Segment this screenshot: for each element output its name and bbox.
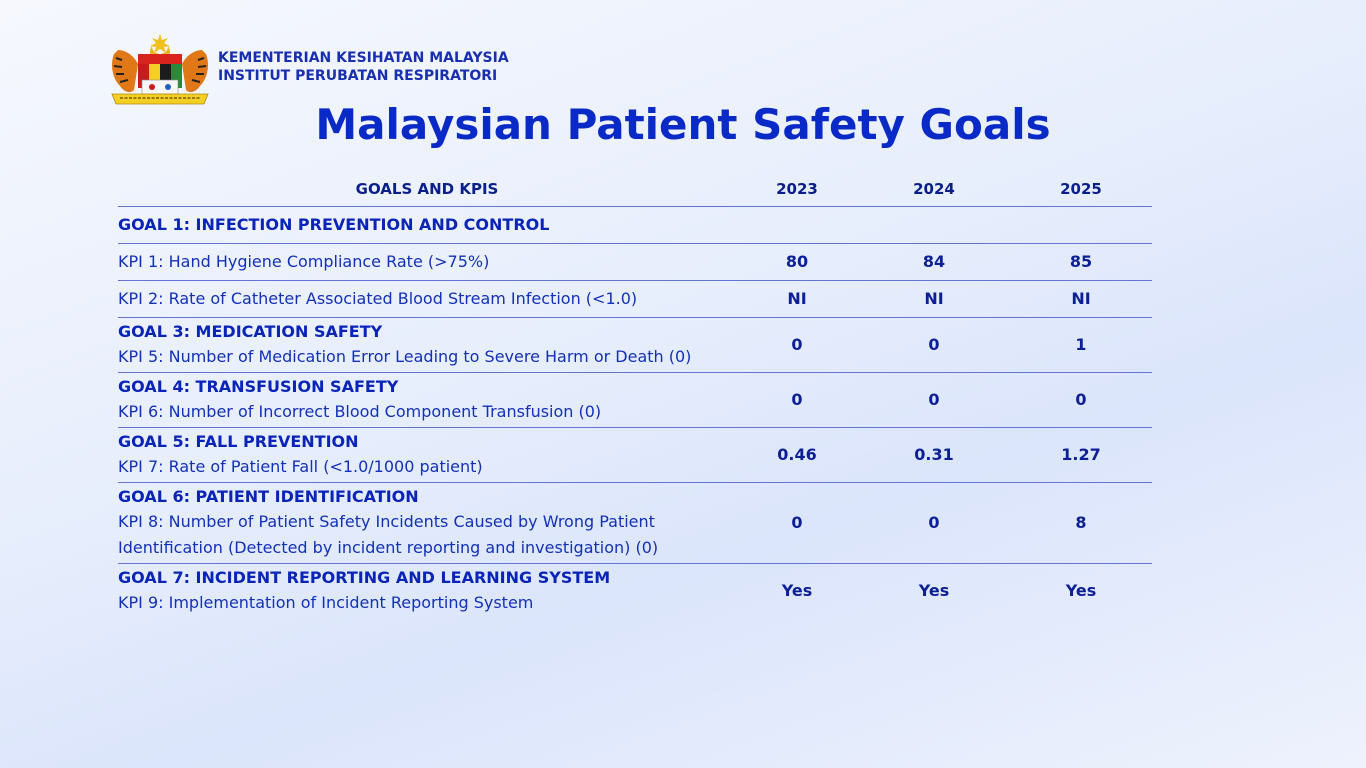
table-row [118, 318, 1152, 373]
value-2023: 0 [736, 483, 858, 564]
organization-name [218, 49, 509, 85]
kpi-label: KPI 6: Number of Incorrect Blood Component Transfusion (0) [118, 402, 602, 421]
goal-heading: GOAL 4: TRANSFUSION SAFETY [118, 377, 399, 396]
value-2023: NI [736, 281, 858, 318]
kpi-cell [118, 373, 736, 428]
kpi-cell [118, 483, 736, 564]
table-row [118, 564, 1152, 619]
value-2023: Yes [781, 581, 813, 600]
goal-heading: GOAL 3: MEDICATION SAFETY [118, 322, 383, 341]
table-row [118, 281, 1152, 318]
value-2023: 0.46 [736, 428, 858, 483]
value-2025: 0 [1010, 373, 1152, 428]
column-header: 2025 [1010, 172, 1152, 207]
goal-heading-row [118, 207, 1152, 244]
kpi-cell [118, 428, 736, 483]
coat-of-arms-icon [108, 34, 212, 110]
value-2024: NI [858, 281, 1010, 318]
value-2024: 84 [858, 244, 1010, 281]
kpi-label: KPI 8: Number of Patient Safety Incidents Caused by Wrong Patient Identification (Detected by incident reporting and investigation) (0) [118, 512, 659, 557]
value-2025: 1.27 [1010, 428, 1152, 483]
value-2025: Yes [1065, 581, 1097, 600]
value-2025: 8 [1010, 483, 1152, 564]
value-2024: 0 [858, 318, 1010, 373]
table-row [118, 428, 1152, 483]
table-header-row [118, 172, 1152, 207]
page-title: Malaysian Patient Safety Goals [315, 100, 1051, 149]
column-header: 2024 [858, 172, 1010, 207]
value-2023: 80 [736, 244, 858, 281]
kpi-table [118, 172, 1152, 618]
table-row [118, 373, 1152, 428]
value-2025: 85 [1010, 244, 1152, 281]
value-2024: 0 [858, 373, 1010, 428]
column-header: GOALS AND KPIS [118, 172, 736, 207]
kpi-label: KPI 9: Implementation of Incident Reporting System [118, 593, 534, 612]
value-2024: 0 [858, 483, 1010, 564]
kpi-label: KPI 7: Rate of Patient Fall (<1.0/1000 patient) [118, 457, 483, 476]
table-row [118, 244, 1152, 281]
goal-heading: GOAL 5: FALL PREVENTION [118, 432, 359, 451]
goal-heading: GOAL 6: PATIENT IDENTIFICATION [118, 487, 419, 506]
goal-heading: GOAL 7: INCIDENT REPORTING AND LEARNING SYSTEM [118, 568, 611, 587]
value-2024: Yes [918, 581, 950, 600]
value-2025: NI [1010, 281, 1152, 318]
kpi-label: KPI 5: Number of Medication Error Leading to Severe Harm or Death (0) [118, 347, 692, 366]
kpi-cell: KPI 1: Hand Hygiene Compliance Rate (>75%) [118, 244, 736, 281]
value-2023: 0 [736, 318, 858, 373]
institute-name: INSTITUT PERUBATAN RESPIRATORI [218, 68, 498, 84]
kpi-cell: KPI 2: Rate of Catheter Associated Blood Stream Infection (<1.0) [118, 281, 736, 318]
value-2023: 0 [736, 373, 858, 428]
kpi-cell [118, 318, 736, 373]
ministry-name: KEMENTERIAN KESIHATAN MALAYSIA [218, 50, 509, 66]
kpi-cell [118, 564, 736, 619]
goal-heading: GOAL 1: INFECTION PREVENTION AND CONTROL [118, 207, 1152, 244]
column-header: 2023 [736, 172, 858, 207]
value-2024: 0.31 [858, 428, 1010, 483]
value-2025: 1 [1010, 318, 1152, 373]
table-row [118, 483, 1152, 564]
